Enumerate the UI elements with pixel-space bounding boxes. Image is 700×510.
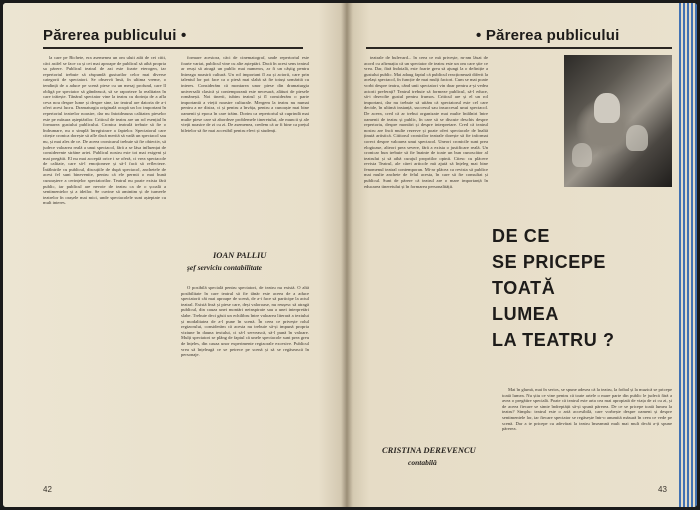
- photo-figure-1: [594, 93, 620, 123]
- right-header-rule: [366, 47, 672, 49]
- left-signature-role: șef serviciu contabilitate: [187, 263, 262, 272]
- right-column-2-text: Mai în glumă, mai în serios, se spune adesea că la teatru, la fotbal și la muzică se pricepe toată lumea. Nu știu ce vine pentru că toate artele o mare parte din public le judecă fără a avea o pregătire specială. Poate că teatrul este arta cea mai apropiată de viața de zi cu zi, și de aceea fiecare se simte îndreptățit să-și spună părerea. De ce se pricepe toată lumea la teatru? Simplu: teatrul este o artă accesibilă, care vorbește despre oameni și despre sentimentele lor, iar fiecare spectator se regăsește într-o anumită măsură în ceea ce vede pe scenă. Dar a te pricepe cu adevărat la teatru înseamnă mult mai mult decât a-ți spune părerea.: [502, 387, 672, 432]
- book-gutter: [341, 3, 353, 507]
- left-page-header: Părerea publicului •: [43, 27, 187, 44]
- photo-figure-3: [572, 143, 592, 167]
- right-page: [346, 3, 679, 507]
- left-column-1: [43, 55, 166, 475]
- right-signature-role: contabilă: [408, 458, 437, 467]
- right-column-2: [502, 387, 672, 477]
- left-column-2b-text: O posibilă specială pentru spectatori, de teatru nu există. O altă posibilitate în care teatrul să fie tânăr este aceea de a aduce spectatorii cât mai aproape de scenă, de a-i face să participe la actul teatral. Există însă și piese care, deși valoroase, nu reușesc să atragă publicul, din cauza unei montări neinspirate sau a unei interpretări slabe. Trebuie deci găsit un echilibru între valoarea literară a textului și modalitatea de a-l pune în scenă. În ceea ce privește rolul regizorului, considerăm că acesta nu trebuie să-și impună propria viziune în dauna textului, ci să-l servească, să-l pună în valoare. Mulți spectatori se plâng de faptul că unele spectacole sunt prea greu de înțeles, din cauza unor experimente regizorale excesive. Publicul vrea să înțeleagă ce se petrece pe scenă și să se regăsească în personaje.: [181, 285, 309, 358]
- left-page: [3, 3, 346, 507]
- left-column-1-text: la care pe Bichete, era asemenea un om uluit atât de cei citit, căci astfel se face ca și cei mai aproape de publicul să aibă propria sa părere. Publicul teatral de azi este foarte eterogen, iar repertoriul trebuie să răspundă gusturilor celor mai diverse categorii de spectatori. Se observă însă, în ultima vreme, o tendință de a aduce pe scenă piese cu un mesaj profund, care îl obligă pe spectator să gândească, să se raporteze la realitatea în care trăiește. Tânărul spectator vine la teatru cu dorința de a afla ceva nou despre lume și despre sine, iar teatrul are datoria de a-i oferi acest lucru. Dramaturgia originală ocupă un loc important în repertoriul teatrelor noastre, dar nu întotdeauna calitatea pieselor este pe măsura așteptărilor. Criticul de teatru are un rol esențial în formarea gustului publicului. Cronica teatrală trebuie să fie o îndrumare, nu o simplă înregistrare a faptelor. Spectatorul care citește cronica dorește să afle dacă merită să vadă un spectacol sau nu, și mai ales de ce. De aceea cronicarul trebuie să fie obiectiv, să judece valoarea reală a unui spectacol, fără a se lăsa influențat de considerente străine artei. Publicul nostru este tot mai exigent și mai pregătit. El nu mai acceptă orice i se oferă, ci vrea spectacole de calitate, care să-l emoționeze și să-l facă să reflecteze. Întâlnirile cu publicul, discuțiile de după spectacol, anchetele de acest fel sunt binevenite, pentru că ele permit o mai bună cunoaștere a cerințelor spectatorilor. Teatrul nu poate exista fără public, iar publicul are nevoie de teatru ca de o școală a sentimentelor și a ideilor. Se cuvine să amintim și de turneele teatrelor în orașele mai mici, unde spectacolele sunt așteptate cu mult interes.: [43, 55, 166, 206]
- right-column-1: [364, 55, 488, 435]
- headline-line-4: LUMEA: [492, 304, 559, 324]
- left-signature: IOAN PALLIU: [213, 250, 267, 260]
- right-page-header: • Părerea publicului: [476, 27, 620, 44]
- photo-figure-2: [626, 125, 648, 151]
- right-column-1-text: teatrale de bulevard... în ceea ce mă privește, m-am lăsat de acord cu afirmația că un spectator de teatru este un om care știe ce vrea. Dar, fără îndoială, este foarte greu să ajungi la o definiție a gustului public. Mai adaug faptul că publicul reacționează diferit la același spectacol, în funcție de mai mulți factori. Cum se mai poate vorbi despre teatru, când unii spectatori vin doar pentru a-și vedea actorii preferați? Teatrul trebuie să formeze publicul, să-l educe, să-i dezvolte gustul pentru frumos. Criticul are și el un rol important, dar nu trebuie să uităm că spectatorul este cel care decide, în ultimă instanță, succesul sau insuccesul unui spectacol. De aceea, cred că ar trebui organizate mai multe întâlniri între oamenii de teatru și public, în care să se discute deschis despre repertoriu, despre montări și despre interpretare. Cred că teatrul nostru are încă multe rezerve și poate oferi spectacole de înaltă ținută artistică. Cititorul cronicilor teatrale dorește să fie informat corect despre valoarea unui spectacol. Uneori cronicile sunt prea elogioase, alteori prea severe, fără a exista o justificare reală. Un cronicar bun trebuie să fie înainte de toate un bun cunoscător al teatrului și să aibă curajul propriilor opinii. Citesc cu plăcere revista Teatrul, ale cărei articole mă ajută să înțeleg mai bine fenomenul teatral contemporan. Mi-ar plăcea ca revista să publice mai multe anchete de felul acesta, în care să fie consultat și publicul. Sunt de părere că teatrul are o mare importanță în educarea tineretului și în formarea personalității.: [364, 55, 488, 189]
- left-page-number: 42: [43, 485, 52, 494]
- left-column-2-text: formare acestora, căci de cinematograf, unde repertoriul este foarte variat, publicul vine cu alte așteptări. Dacă în acest sens teatrul ar reuși să atragă un public mai numeros, ar fi un câștig pentru întreaga noastră cultură. Un rol important îl au și actorii, care prin talentul lor pot face ca o piesă mai slabă să fie totuși urmărită cu interes. Considerăm că montarea unor piese din dramaturgia universală clasică și contemporană este necesară, alături de piesele românești. Noi tinerii, iubim teatrul și îl considerăm o parte importantă a vieții noastre culturale. Mergem la teatru nu numai pentru a ne distra, ci și pentru a învăța, pentru a cunoaște mai bine oamenii și epoca în care trăim. Dorim ca repertoriul să cuprindă mai multe piese care să abordeze problemele tineretului, ale muncii și ale vieții noastre de zi cu zi. De asemenea, credem că ar fi bine ca prețul biletelor să fie mai accesibil pentru elevi și studenți.: [181, 55, 309, 133]
- headline-line-3: TOATĂ: [492, 278, 556, 298]
- page-edges: [679, 3, 697, 507]
- left-column-2b: [181, 285, 309, 475]
- magazine-spread: [3, 3, 697, 507]
- left-column-2: [181, 55, 309, 245]
- theatre-audience-photo: [564, 55, 672, 187]
- headline-line-2: SE PRICEPE: [492, 252, 607, 272]
- right-page-number: 43: [658, 485, 667, 494]
- left-header-rule: [43, 47, 303, 49]
- right-signature: CRISTINA DEREVENCU: [382, 445, 476, 455]
- headline-question: [492, 223, 642, 353]
- headline-line-5: LA TEATRU ?: [492, 330, 615, 350]
- headline-line-1: DE CE: [492, 226, 551, 246]
